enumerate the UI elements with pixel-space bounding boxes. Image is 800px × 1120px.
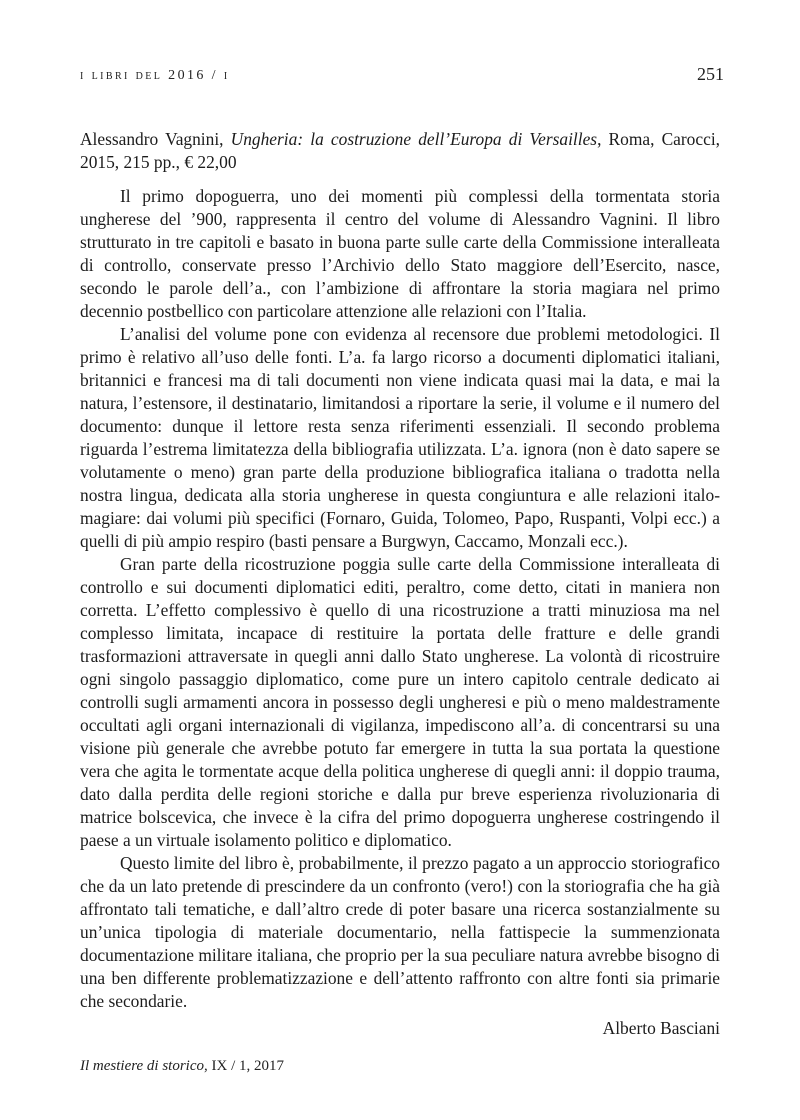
journal-footer	[80, 1058, 284, 1075]
paragraph-1: Il primo dopoguerra, uno dei momenti più complessi della tormentata storia ungherese del ’900, rappresenta il centro del volume di Alessandro Vagnini. Il libro strutturato in tre capitoli e basato in buona parte sulle carte della Commissione interalleata di controllo, conservate presso l’Archivio dello Stato maggiore dell’Esercito, nasce, secondo le parole dell’a., con l’ambizione di affrontare la storia magiara nel primo decennio postbellico con particolare attenzione alle relazioni con l’Italia.	[80, 186, 720, 321]
citation-author: Alessandro Vagnini,	[80, 129, 231, 149]
paragraph-2: L’analisi del volume pone con evidenza al recensore due problemi metodologici. Il primo è relativo all’uso delle fonti. L’a. fa largo ricorso a documenti diplomatici italiani, britannici e francesi ma di tali documenti non viene indicata quasi mai la data, e mai la natura, l’estensore, il destinatario, limitandosi a riportare la serie, il volume e il numero del documento: dunque il lettore resta senza riferimenti essenziali. Il secondo problema riguarda l’estrema limitatezza della bibliografia utilizzata. L’a. ignora (non è dato sapere se volutamente o meno) gran parte della produzione bibliografica italiana o tradotta nella nostra lingua, dedicata alla storia ungherese in questa congiuntura e alle relazioni italo-magiare: dai volumi più specifici (Fornaro, Guida, Tolomeo, Papo, Ruspanti, Volpi ecc.) a quelli di più ampio respiro (basti pensare a Burgwyn, Caccamo, Monzali ecc.).	[80, 324, 720, 551]
reviewer-signature: Alberto Basciani	[602, 1018, 720, 1038]
book-citation	[80, 128, 720, 174]
journal-issue: , IX / 1, 2017	[204, 1058, 285, 1074]
page-number: 251	[697, 64, 724, 84]
paragraph-3: Gran parte della ricostruzione poggia sulle carte della Commissione interalleata di controllo e sui documenti diplomatici editi, peraltro, come detto, citati in maniera non corretta. L’effetto complessivo è quello di una ricostruzione a tratti minuziosa ma nel complesso limitata, incapace di restituire la portata delle fratture e delle grandi trasformazioni attraversate in quegli anni dallo Stato ungherese. La volontà di ricostruire ogni singolo passaggio diplomatico, come pure un intero capitolo centrale dedicato ai controlli sugli armamenti ancora in possesso degli ungheresi e più o meno maldestramente occultati agli organi internazionali di vigilanza, impediscono all’a. di concentrarsi su una visione più generale che avrebbe potuto far emergere in tutta la sua portata la questione vera che agita le tormentate acque della politica ungherese di quegli anni: il doppio trauma, dato dalla perdita delle regioni storiche e dalla pur breve esperienza rivoluzionaria di matrice bolscevica, che invece è la cifra del primo dopoguerra ungherese costringendo il paese a un virtuale isolamento politico e diplomatico.	[80, 554, 720, 850]
citation-title: Ungheria: la costruzione dell’Europa di Versailles	[230, 129, 598, 149]
citation-details: , Roma, Carocci, 2015, 215 pp., € 22,00	[80, 129, 720, 172]
review-body	[80, 128, 720, 1040]
journal-name: Il mestiere di storico	[80, 1058, 205, 1074]
paragraph-4: Questo limite del libro è, probabilmente, il prezzo pagato a un approccio storiografico che da un lato pretende di prescindere da un confronto (vero!) con la storiografia che ha già affrontato tali tematiche, e dall’altro crede di poter basare una ricerca sostanzialmente su un’unica tipologia di materiale documentario, nella fattispecie la summenzionata documentazione militare italiana, che proprio per la sua peculiare natura avrebbe bisogno di una ben differente problematizzazione e dell’attento raffronto con altre fonti sia primarie che secondarie.	[80, 853, 720, 1011]
running-head: i libri del 2016 / i	[80, 68, 230, 83]
